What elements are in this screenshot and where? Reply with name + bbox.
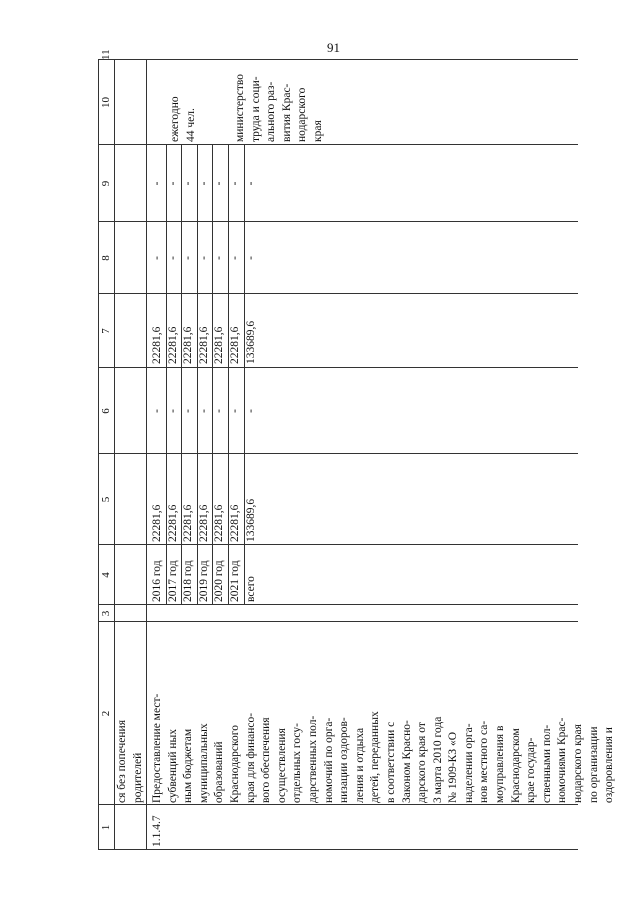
description-line: осуществления	[275, 728, 288, 803]
description-line: образований	[213, 741, 226, 803]
column-header-6: 6	[100, 408, 112, 414]
responsible-line: вития Крас-	[280, 83, 293, 142]
cell-c5: 133689,6	[244, 498, 257, 542]
column-divider	[98, 804, 578, 805]
cell-c9: -	[166, 181, 179, 186]
column-divider	[98, 604, 578, 605]
description-line: моуправления в	[494, 725, 507, 803]
column-header-8: 8	[100, 255, 112, 261]
column-header-3: 3	[100, 610, 112, 617]
cell-year: 2017 год	[166, 560, 179, 602]
rotated-page-content	[98, 49, 616, 850]
row-divider	[146, 60, 147, 850]
description-line: Законом Красно-	[400, 720, 413, 803]
program-table	[98, 49, 616, 850]
description-line: нов местного са-	[478, 720, 491, 803]
responsible-line: края	[311, 120, 324, 142]
description-line: ственными пол-	[540, 724, 553, 803]
cell-c7: 22281,6	[229, 326, 241, 364]
description-line: номочиями Крас-	[556, 717, 569, 803]
cell-c8: -	[213, 256, 226, 260]
cell-c8: -	[151, 256, 163, 260]
description-line: дарского края от	[416, 722, 429, 803]
cell-c9: -	[182, 181, 195, 186]
cell-year: 2019 год	[197, 560, 210, 602]
cell-c8: -	[166, 256, 179, 260]
cell-c6: -	[151, 409, 163, 413]
result-line: ежегодно	[169, 96, 181, 142]
cell-c9: -	[244, 181, 257, 186]
column-header-1: 1	[100, 824, 112, 831]
cell-c9: -	[229, 181, 241, 186]
row-id: 1.1.4.7	[151, 815, 163, 847]
description-line: нодарского края	[572, 724, 585, 803]
cell-c5: 22281,6	[213, 504, 226, 542]
description-line: дарственных пол-	[306, 715, 319, 803]
description-line: наделении орга-	[462, 723, 475, 803]
description-line: отдельных госу-	[291, 723, 304, 803]
page-number: 91	[327, 40, 340, 55]
cell-c8: -	[197, 256, 210, 260]
continuation-line-2: родителей	[132, 752, 144, 803]
responsible-line: ального раз-	[265, 81, 277, 142]
description-line: № 1909-КЗ «О	[447, 731, 460, 803]
responsible-line: министерство	[234, 74, 246, 142]
column-divider	[98, 621, 578, 622]
column-header-2: 2	[100, 710, 112, 717]
description-line: 3 марта 2010 года	[431, 716, 444, 803]
description-line: Краснодарском	[509, 728, 522, 803]
cell-year: 2020 год	[213, 560, 226, 602]
cell-c5: 22281,6	[182, 504, 195, 542]
cell-year: 2018 год	[182, 560, 195, 602]
cell-c6: -	[229, 409, 241, 413]
description-line: Краснодарского	[228, 725, 241, 803]
cell-year: 2016 год	[151, 560, 163, 602]
cell-c7: 22281,6	[197, 326, 210, 364]
responsible-executor	[233, 74, 326, 142]
description-line: детей, переданных	[369, 711, 382, 803]
column-header-10: 10	[100, 97, 112, 108]
continuation-line-1: ся без попечения	[116, 720, 128, 803]
cell-c5: 22281,6	[229, 504, 241, 542]
cell-c8: -	[182, 256, 195, 260]
cell-c8: -	[244, 256, 257, 260]
cell-c6: -	[166, 409, 179, 413]
cell-c5: 22281,6	[166, 504, 179, 542]
cell-year: 2021 год	[229, 560, 241, 602]
description-line: Предоставление мест-	[151, 693, 163, 803]
cell-c9: -	[197, 181, 210, 186]
description-line: ным бюджетам	[182, 728, 195, 803]
description-line: по организации	[587, 726, 600, 803]
cell-c6: -	[197, 409, 210, 413]
description-line: в соответствии с	[384, 721, 397, 803]
description-line: номочий по орга-	[322, 717, 335, 803]
event-description	[150, 694, 618, 803]
description-line: муниципальных	[197, 723, 210, 803]
responsible-line: труда и соци-	[249, 76, 262, 142]
column-divider	[98, 849, 578, 850]
cell-c7: 133689,6	[244, 320, 257, 364]
description-line: крае государ-	[525, 737, 538, 803]
cell-year: всего	[244, 576, 257, 602]
description-line: ления и отдыха	[353, 727, 366, 803]
cell-c6: -	[244, 409, 257, 413]
column-header-4: 4	[100, 572, 112, 578]
cell-c9: -	[213, 181, 226, 186]
cell-c5: 22281,6	[151, 504, 163, 542]
cell-c5: 22281,6	[197, 504, 210, 542]
description-line: субвенций ных	[166, 729, 179, 803]
column-divider	[98, 59, 578, 60]
description-line: края для финансо-	[244, 712, 257, 803]
responsible-line: нодарского	[296, 87, 308, 142]
result-line: 44 чел.	[184, 108, 197, 142]
cell-c7: 22281,6	[151, 326, 163, 364]
description-line: низации оздоров-	[338, 717, 351, 803]
description-line: оздоровления и	[603, 727, 616, 803]
cell-c6: -	[213, 409, 226, 413]
cell-c6: -	[182, 409, 195, 413]
column-header-7: 7	[100, 328, 112, 334]
cell-c7: 22281,6	[166, 326, 179, 364]
cell-c7: 22281,6	[213, 326, 226, 364]
cell-c9: -	[151, 181, 163, 186]
description-line: вого обеспечения	[260, 717, 273, 803]
result-indicator	[168, 96, 199, 142]
column-header-11: 11	[100, 49, 112, 60]
column-header-9: 9	[100, 180, 112, 187]
column-header-5: 5	[100, 496, 112, 503]
cell-c7: 22281,6	[182, 326, 195, 364]
cell-c8: -	[229, 256, 241, 260]
